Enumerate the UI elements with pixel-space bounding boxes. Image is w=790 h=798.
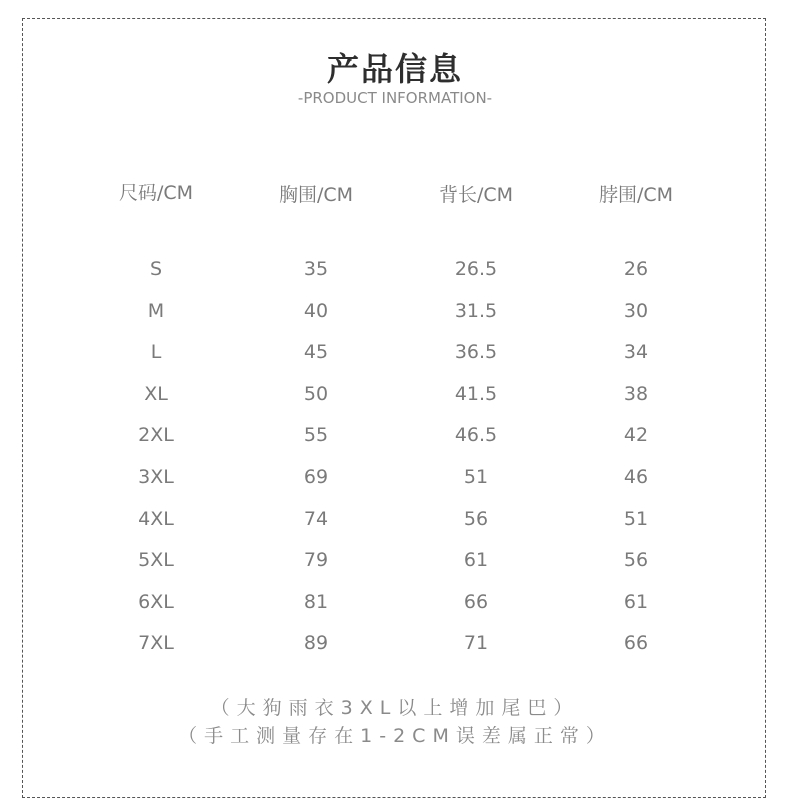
cell-neck: 61 — [623, 590, 649, 613]
cell-size: 7XL — [138, 632, 174, 655]
cell-chest: 55 — [303, 424, 329, 447]
cell-chest: 69 — [303, 465, 329, 488]
notes — [0, 694, 790, 750]
note-error-margin: （手工测量存在1-2CM误差属正常） — [178, 725, 612, 747]
table-row — [76, 591, 716, 633]
cell-size: 5XL — [138, 549, 174, 572]
cell-back-length: 61 — [463, 549, 489, 572]
table-row — [76, 383, 716, 425]
cell-back-length: 51 — [463, 465, 489, 488]
table-row — [76, 466, 716, 508]
cell-chest: 81 — [303, 590, 329, 613]
cell-size: 2XL — [138, 424, 174, 447]
cell-size: L — [150, 341, 162, 364]
table-row — [76, 632, 716, 674]
table-row — [76, 258, 716, 300]
cell-chest: 79 — [303, 549, 329, 572]
cell-chest: 40 — [303, 299, 329, 322]
cell-back-length: 46.5 — [454, 424, 498, 447]
cell-size: 6XL — [138, 590, 174, 613]
cell-back-length: 71 — [463, 632, 489, 655]
cell-neck: 51 — [623, 507, 649, 530]
cell-back-length: 56 — [463, 507, 489, 530]
header-neck: 脖围/CM — [598, 184, 674, 206]
cell-back-length: 31.5 — [454, 299, 498, 322]
header-back-length: 背长/CM — [438, 184, 514, 206]
cell-back-length: 41.5 — [454, 382, 498, 405]
cell-chest: 50 — [303, 382, 329, 405]
cell-back-length: 26.5 — [454, 258, 498, 280]
cell-neck: 66 — [623, 632, 649, 655]
cell-size: XL — [144, 382, 168, 405]
cell-neck: 56 — [623, 549, 649, 572]
table-row — [76, 300, 716, 342]
table-row — [76, 508, 716, 550]
cell-chest: 35 — [303, 258, 329, 280]
cell-back-length: 66 — [463, 590, 489, 613]
cell-size: M — [147, 299, 165, 322]
page-title: 产品信息 — [326, 50, 463, 88]
cell-neck: 26 — [623, 258, 649, 280]
cell-neck: 46 — [623, 465, 649, 488]
table-row — [76, 341, 716, 383]
cell-neck: 34 — [623, 341, 649, 364]
cell-back-length: 36.5 — [454, 341, 498, 364]
table-header-row — [76, 178, 716, 212]
cell-size: S — [149, 258, 163, 280]
page-subtitle: -PRODUCT INFORMATION- — [297, 89, 493, 107]
table-row — [76, 424, 716, 466]
cell-neck: 38 — [623, 382, 649, 405]
cell-size: 4XL — [138, 507, 174, 530]
cell-neck: 42 — [623, 424, 649, 447]
cell-chest: 89 — [303, 632, 329, 655]
header-chest: 胸围/CM — [278, 184, 354, 206]
cell-size: 3XL — [138, 465, 174, 488]
cell-chest: 45 — [303, 341, 329, 364]
cell-chest: 74 — [303, 507, 329, 530]
table-row — [76, 549, 716, 591]
size-table — [76, 178, 716, 674]
header-size: 尺码/CM — [118, 182, 194, 204]
cell-neck: 30 — [623, 299, 649, 322]
note-tail: （大狗雨衣3XL以上增加尾巴） — [210, 697, 580, 719]
